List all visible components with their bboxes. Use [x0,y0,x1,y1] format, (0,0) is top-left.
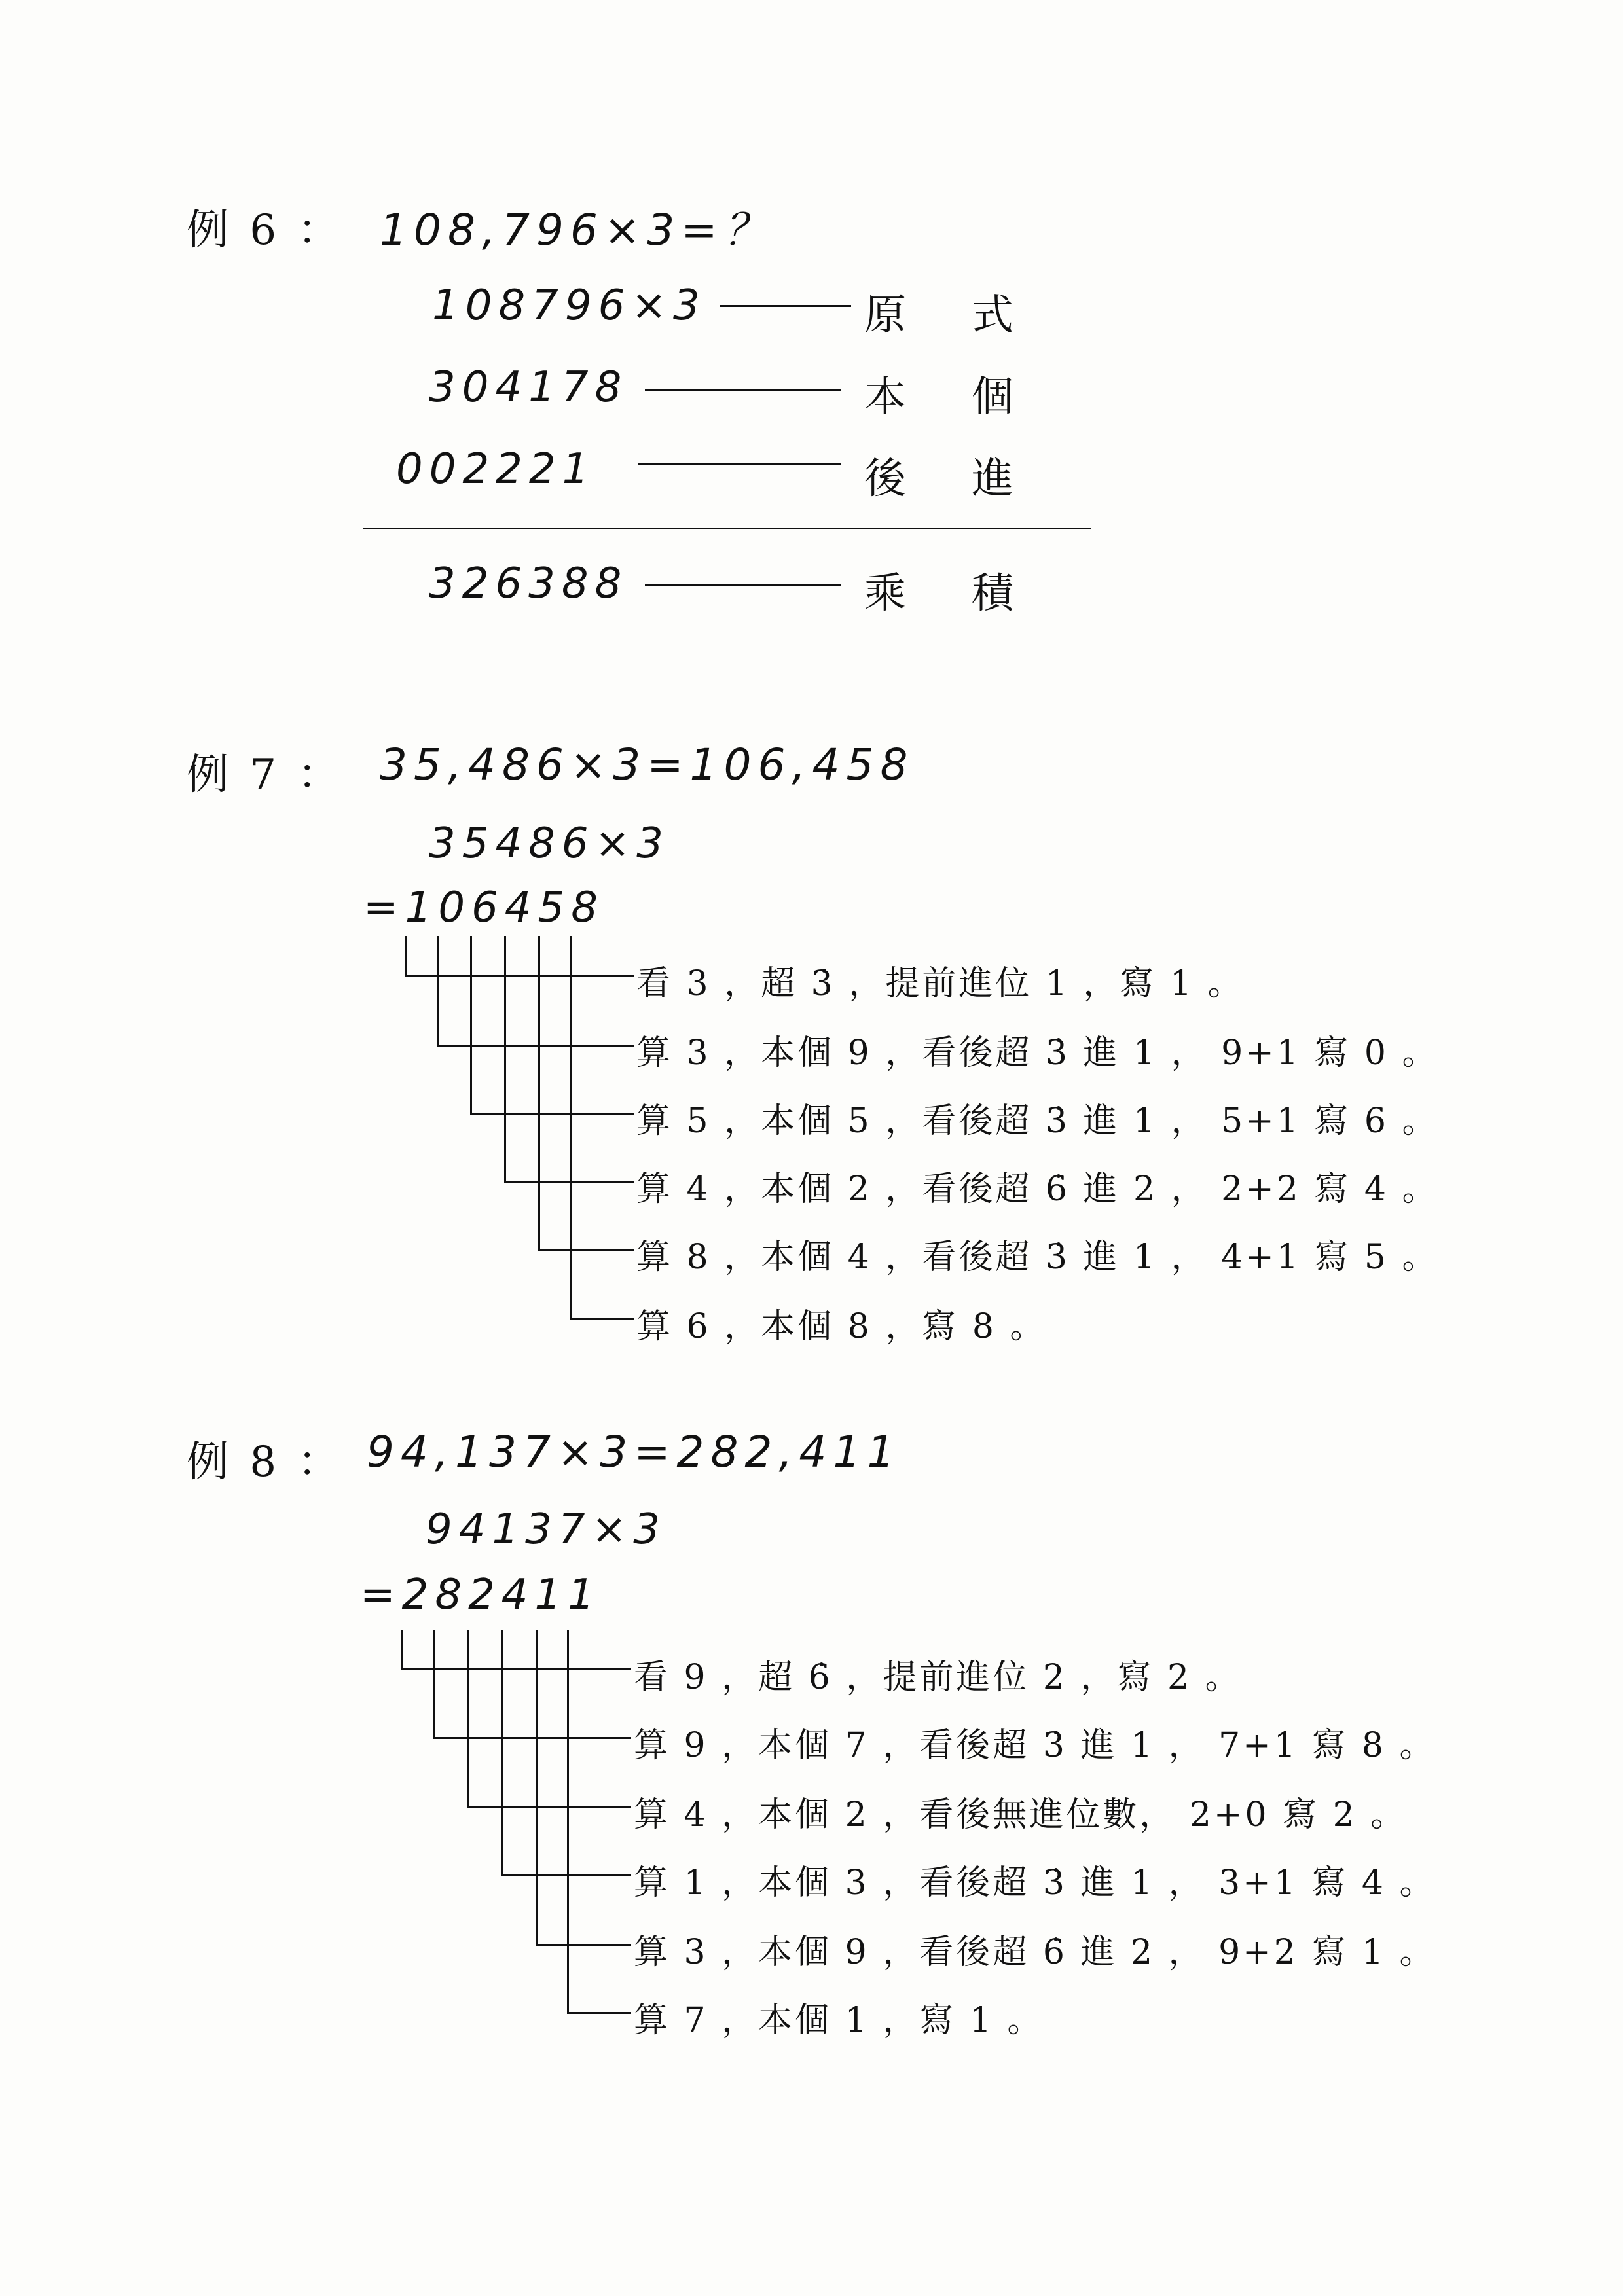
ex7-bracket [470,936,472,1114]
ex6-product-term: 乘積 [864,569,1079,618]
ex7-bracket [504,1181,634,1183]
ex6-original-number: 108796×3 [432,281,706,330]
ex8-result-line: =282411 [360,1571,601,1619]
ex7-bracket [405,975,634,977]
ex8-bracket [433,1737,631,1739]
ex7-step: 算 3 ，本個 9 ，看後超 3̇ 進 1 ， 9+1 寫 0 。 [636,1033,1439,1073]
ex8-bracket [467,1630,469,1808]
example-7-expression: 35,486×3=106,458 [380,740,915,790]
ex8-bracket [433,1630,435,1738]
ex6-product-number: 326388 [429,560,629,608]
ex8-bracket [567,2012,631,2014]
ex7-bracket [538,1249,634,1251]
example-7-label: 例 7 ： [187,751,344,799]
ex6-leader-line [645,389,841,391]
ex6-unit-term: 本個 [864,373,1079,422]
ex8-step: 算 4 ，本個 2 ，看後無進位數， 2+0 寫 2 。 [634,1795,1408,1835]
ex7-problem-line: 35486×3 [429,819,670,868]
ex6-leader-line [645,584,841,586]
ex8-step: 算 9 ，本個 7 ，看後超 3̇ 進 1 ， 7+1 寫 8 。 [634,1726,1436,1765]
example-8-expression: 94,137×3=282,411 [367,1427,902,1477]
ex8-step: 算 3 ，本個 9 ，看後超 6̇ 進 2 ， 9+2 寫 1 。 [634,1933,1436,1972]
ex8-bracket [536,1630,538,1945]
ex7-bracket [570,936,572,1319]
ex6-carry-term: 後進 [864,455,1079,503]
example-6-label: 例 6 ： [187,206,344,255]
ex7-bracket [470,1113,634,1115]
example-6-expression: 108,796×3=？ [380,205,774,255]
ex7-step: 算 5 ，本個 5 ，看後超 3̇ 進 1 ， 5+1 寫 6 。 [636,1102,1439,1141]
ex7-step: 算 8 ，本個 4 ，看後超 3̇ 進 1 ， 4+1 寫 5 。 [636,1238,1439,1277]
ex8-step: 算 7 ，本個 1 ，寫 1 。 [634,2001,1044,2040]
ex8-bracket [536,1944,631,1946]
ex6-sum-rule [363,528,1091,529]
ex6-original-term: 原式 [864,291,1079,340]
ex6-leader-line [720,305,851,307]
ex7-step: 算 6 ，本個 8 ，寫 8 。 [636,1307,1047,1346]
ex8-problem-line: 94137×3 [426,1505,666,1554]
ex7-step: 看 3 ，超 3̇ ，提前進位 1 ，寫 1 。 [636,964,1245,1003]
ex7-result-line: =106458 [363,884,604,932]
ex8-step: 看 9 ，超 6̇ ，提前進位 2 ，寫 2 。 [634,1658,1242,1697]
ex8-bracket [567,1630,569,2013]
ex6-carry-number: 002221 [396,445,596,493]
ex8-bracket [401,1630,403,1669]
ex7-step: 算 4 ，本個 2 ，看後超 6̇ 進 2 ， 2+2 寫 4 。 [636,1170,1439,1209]
ex6-unit-number: 304178 [429,363,629,412]
ex6-leader-line [638,463,841,465]
ex7-bracket [437,936,439,1046]
ex7-bracket [405,936,407,975]
ex8-bracket [467,1806,631,1808]
ex8-bracket [401,1668,631,1670]
ex7-bracket [570,1318,634,1320]
example-8-label: 例 8 ： [187,1438,344,1486]
ex8-bracket [501,1630,503,1876]
ex8-step: 算 1 ，本個 3 ，看後超 3̇ 進 1 ， 3+1 寫 4 。 [634,1863,1436,1903]
ex7-bracket [538,936,540,1250]
ex7-bracket [437,1045,634,1047]
ex7-bracket [504,936,506,1182]
ex8-bracket [501,1874,631,1876]
